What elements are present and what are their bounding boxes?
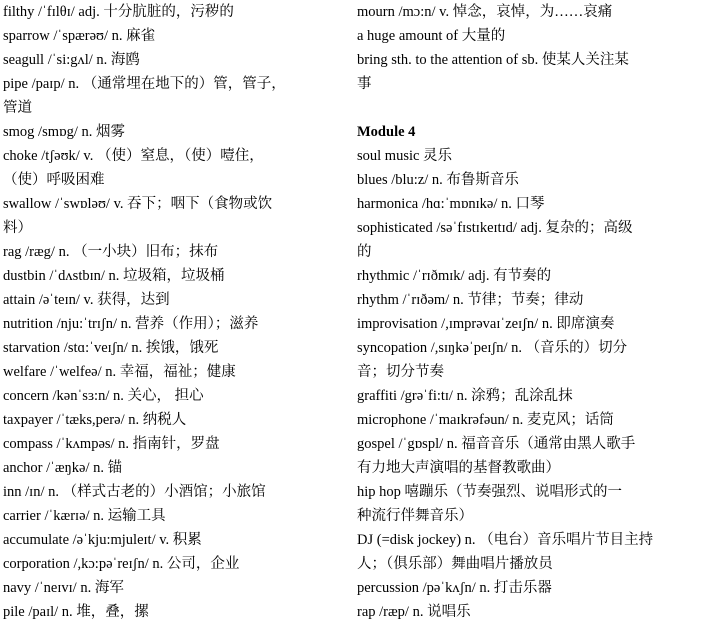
vocab-entry-navy: navy /ˈneɪvɪ/ n. 海军 [3, 580, 124, 596]
left-column [3, 0, 343, 624]
vocab-entry-microphone: microphone /ˈmaɪkrəfəun/ n. 麦克风；话筒 [357, 412, 614, 428]
vocab-entry-gospel-cont: 有力地大声演唱的基督教歌曲） [357, 460, 560, 476]
vocab-entry-rag: rag /ræg/ n. （一小块）旧布；抹布 [3, 244, 219, 260]
vocab-entry-pipe: pipe /paɪp/ n. （通常埋在地下的）管，管子， [3, 76, 286, 92]
vocab-entry-swallow: swallow /ˈswɒləʊ/ v. 吞下；咽下（食物或饮 [3, 196, 273, 212]
vocab-entry-harmonica: harmonica /hɑ:ˈmɒnɪkə/ n. 口琴 [357, 196, 545, 212]
vocab-entry-syncopation-cont: 音；切分节奏 [357, 364, 444, 380]
vocab-entry-improvisation: improvisation /,ɪmprəvaɪˈzeɪʃn/ n. 即席演奏 [357, 316, 615, 332]
blank-line [357, 96, 699, 120]
vocab-entry-sophisticated: sophisticated /səˈfɪstɪkeɪtɪd/ adj. 复杂的；高级 [357, 220, 633, 236]
vocab-entry-rap: rap /ræp/ n. 说唱乐 [357, 604, 471, 620]
vocab-entry-taxpayer: taxpayer /ˈtæks,perə/ n. 纳税人 [3, 412, 187, 428]
vocab-entry-dj: DJ (=disk jockey) n. （电台）音乐唱片节目主持 [357, 532, 654, 548]
vocab-entry-percussion: percussion /pəˈkʌʃn/ n. 打击乐器 [357, 580, 552, 596]
vocab-entry-rhythm: rhythm /ˈrɪðəm/ n. 节律；节奏；律动 [357, 292, 584, 308]
vocab-entry-carrier: carrier /ˈkærɪə/ n. 运输工具 [3, 508, 166, 524]
vocab-entry-starvation: starvation /stɑ:ˈveɪʃn/ n. 挨饿，饿死 [3, 340, 219, 356]
vocab-entry-choke-cont: （使）呼吸困难 [3, 172, 105, 188]
vocab-entry-pile: pile /paɪl/ n. 堆，叠，摞 [3, 604, 149, 620]
vocab-entry-inn: inn /ɪn/ n. （样式古老的）小酒馆；小旅馆 [3, 484, 266, 500]
vocab-entry-blues: blues /blu:z/ n. 布鲁斯音乐 [357, 172, 519, 188]
vocab-entry-anchor: anchor /ˈæŋkə/ n. 锚 [3, 460, 123, 476]
module-heading: Module 4 [357, 124, 416, 140]
vocab-entry-concern: concern /kənˈsɜ:n/ n. 关心， 担心 [3, 388, 204, 404]
vocab-entry-bring-attention: bring sth. to the attention of sb. 使某人关注某 [357, 52, 629, 68]
vocab-entry-huge-amount: a huge amount of 大量的 [357, 28, 506, 44]
vocab-entry-smog: smog /smɒg/ n. 烟雾 [3, 124, 125, 140]
vocab-entry-swallow-cont: 料） [3, 220, 32, 236]
vocab-entry-sparrow: sparrow /ˈspærəʊ/ n. 麻雀 [3, 28, 156, 44]
vocab-entry-hip-hop: hip hop 嘻蹦乐（节奏强烈、说唱形式的一 [357, 484, 623, 500]
vocab-entry-gospel: gospel /ˈgɒspl/ n. 福音音乐（通常由黑人歌手 [357, 436, 636, 452]
right-column [357, 0, 699, 624]
vocab-entry-hip-hop-cont: 种流行伴舞音乐） [357, 508, 473, 524]
vocab-entry-accumulate: accumulate /əˈkju:mjuleɪt/ v. 积累 [3, 532, 202, 548]
vocab-entry-filthy: filthy /ˈfɪlθɪ/ adj. 十分肮脏的，污秽的 [3, 4, 234, 20]
vocab-entry-soul-music: soul music 灵乐 [357, 148, 453, 164]
vocab-entry-graffiti: graffiti /grəˈfi:tɪ/ n. 涂鸦；乱涂乱抹 [357, 388, 573, 404]
vocab-entry-rhythmic: rhythmic /ˈrɪðmɪk/ adj. 有节奏的 [357, 268, 552, 284]
vocab-entry-mourn: mourn /mɔ:n/ v. 悼念，哀悼，为……哀痛 [357, 4, 613, 20]
vocab-entry-welfare: welfare /ˈwelfeə/ n. 幸福，福祉；健康 [3, 364, 236, 380]
vocab-entry-dustbin: dustbin /ˈdʌstbɪn/ n. 垃圾箱，垃圾桶 [3, 268, 225, 284]
vocab-entry-dj-cont: 人；（俱乐部）舞曲唱片播放员 [357, 556, 553, 572]
vocab-entry-corporation: corporation /,kɔ:pəˈreɪʃn/ n. 公司，企业 [3, 556, 240, 572]
vocab-entry-bring-attention-cont: 事 [357, 76, 372, 92]
vocab-entry-attain: attain /əˈteɪn/ v. 获得，达到 [3, 292, 170, 308]
vocab-entry-pipe-cont: 管道 [3, 100, 32, 116]
vocab-entry-nutrition: nutrition /nju:ˈtrɪʃn/ n. 营养（作用）；滋养 [3, 316, 259, 332]
vocab-entry-choke: choke /tʃəʊk/ v. （使）窒息，（使）噎住， [3, 148, 264, 164]
vocab-entry-syncopation: syncopation /,sɪŋkəˈpeɪʃn/ n. （音乐的）切分 [357, 340, 628, 356]
vocab-entry-seagull: seagull /ˈsi:gʌl/ n. 海鸥 [3, 52, 140, 68]
vocab-entry-sophisticated-cont: 的 [357, 244, 372, 260]
vocab-entry-compass: compass /ˈkʌmpəs/ n. 指南针，罗盘 [3, 436, 220, 452]
